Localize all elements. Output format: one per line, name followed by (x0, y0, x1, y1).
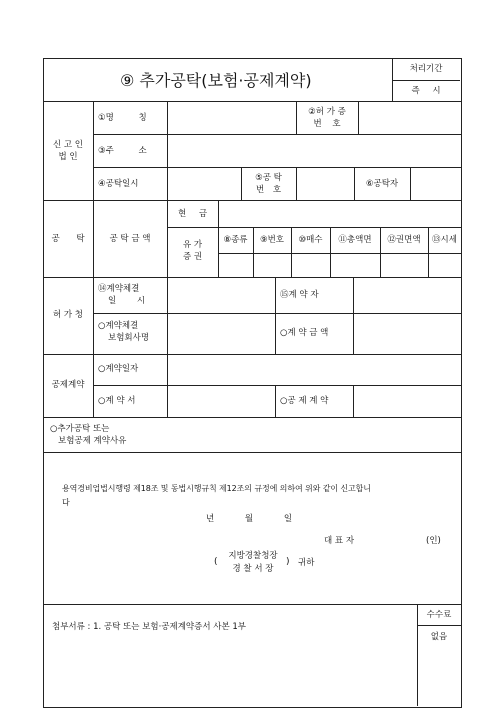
deposit-section-label: 공 탁 (51, 234, 85, 244)
market-field[interactable] (429, 254, 459, 276)
deposit-no-sublabel: 번 호 (255, 185, 282, 195)
deposit-amount-label: 공 탁 금 액 (109, 234, 151, 244)
col-market-header: ⑬시세 (432, 235, 457, 245)
address-label: ③주 소 (98, 146, 147, 156)
license-no-sublabel: 번 호 (313, 119, 341, 129)
reason-sublabel: 보험공제 계약사유 (58, 436, 127, 446)
securities-sublabel: 증 권 (182, 252, 203, 262)
license-no-label: ②허 가 증 (308, 107, 346, 117)
mutual-contract-date-label: ○계약일자 (98, 364, 139, 374)
contract-date-sublabel: 일 시 (108, 296, 146, 306)
permit-section-label: 허 가 청 (52, 310, 84, 320)
seal-mark: (인) (426, 536, 441, 546)
representative-label: 대 표 자 (324, 536, 355, 546)
name-field[interactable] (168, 102, 295, 133)
contractor-field[interactable] (354, 278, 459, 312)
attachments-note: 첨부서류 : 1. 공탁 또는 보험·공제계약증서 사본 1부 (52, 622, 247, 632)
reason-label: ○추가공탁 또는 (50, 424, 110, 434)
contract-amount-label: ○계 약 금 액 (280, 328, 329, 338)
statement-text: 용역경비업법시행령 제18조 및 동법시행규칙 제12조의 규정에 의하여 위와 같이 신고합니 (62, 484, 371, 493)
addressee-police-station: 경 찰 서 장 (232, 564, 274, 574)
contract-amount-field[interactable] (354, 314, 459, 353)
address-field[interactable] (168, 135, 459, 166)
insurer-field[interactable] (168, 314, 274, 353)
insurer-sublabel: 보험회사명 (108, 333, 150, 343)
license-no-field[interactable] (359, 102, 459, 133)
col-number-header: ⑨번호 (259, 235, 285, 245)
date-line: 년 월 일 (206, 514, 293, 524)
form-title: ⑨ 추가공탁(보험·공제계약) (120, 71, 312, 90)
fee-value: 없음 (430, 632, 448, 642)
contract-date-field[interactable] (168, 278, 274, 312)
col-face-header: ⑫권면액 (387, 235, 421, 245)
mutual-contract-label: ○공 제 계 약 (280, 396, 329, 406)
face-field[interactable] (381, 254, 427, 276)
contract-doc-label: ○계 약 서 (98, 396, 136, 406)
securities-label: 유 가 (182, 240, 203, 250)
deposit-date-field[interactable] (168, 168, 240, 199)
mutual-contract-field[interactable] (354, 386, 459, 416)
deposit-no-field[interactable] (297, 168, 353, 199)
addressee-bracket-left: ( (214, 557, 218, 567)
addressee-police-agency: 지방경찰청장 (228, 551, 278, 561)
depositor-field[interactable] (411, 168, 459, 199)
col-count-header: ⑩매수 (298, 235, 323, 245)
type-field[interactable] (219, 254, 252, 276)
col-total-header: ⑪총액면 (338, 235, 372, 245)
total-field[interactable] (331, 254, 379, 276)
reporter-section-label: 신 고 인 (52, 140, 84, 150)
number-field[interactable] (254, 254, 290, 276)
contractor-label: ⑮계 약 자 (280, 290, 319, 300)
processing-period-value: 즉 시 (411, 86, 441, 96)
mutual-section-label: 공제계약 (51, 380, 85, 390)
count-field[interactable] (292, 254, 329, 276)
fee-label: 수수료 (426, 610, 452, 620)
name-label: ①명 칭 (98, 113, 147, 123)
contract-doc-field[interactable] (168, 386, 274, 416)
mutual-contract-date-field[interactable] (168, 355, 459, 384)
depositor-label: ⑥공탁자 (365, 179, 399, 189)
deposit-no-label: ⑤공 탁 (255, 173, 282, 183)
reporter-section-sublabel: 법 인 (58, 152, 78, 162)
reason-field[interactable] (168, 418, 459, 451)
col-type-header: ⑧종류 (223, 235, 248, 245)
statement-text-end: 다 (62, 498, 70, 507)
representative-field[interactable] (370, 532, 420, 548)
contract-date-label: ⑭계약체결 (98, 284, 140, 294)
addressee-bracket-right: ) (286, 557, 290, 567)
insurer-label: ○계약체결 (98, 321, 139, 331)
processing-period-label: 처리기간 (409, 64, 443, 74)
deposit-date-label: ④공탁일시 (98, 179, 139, 189)
honorific-label: 귀하 (298, 558, 315, 568)
cash-label: 현 금 (177, 209, 208, 219)
cash-field[interactable] (219, 201, 459, 226)
